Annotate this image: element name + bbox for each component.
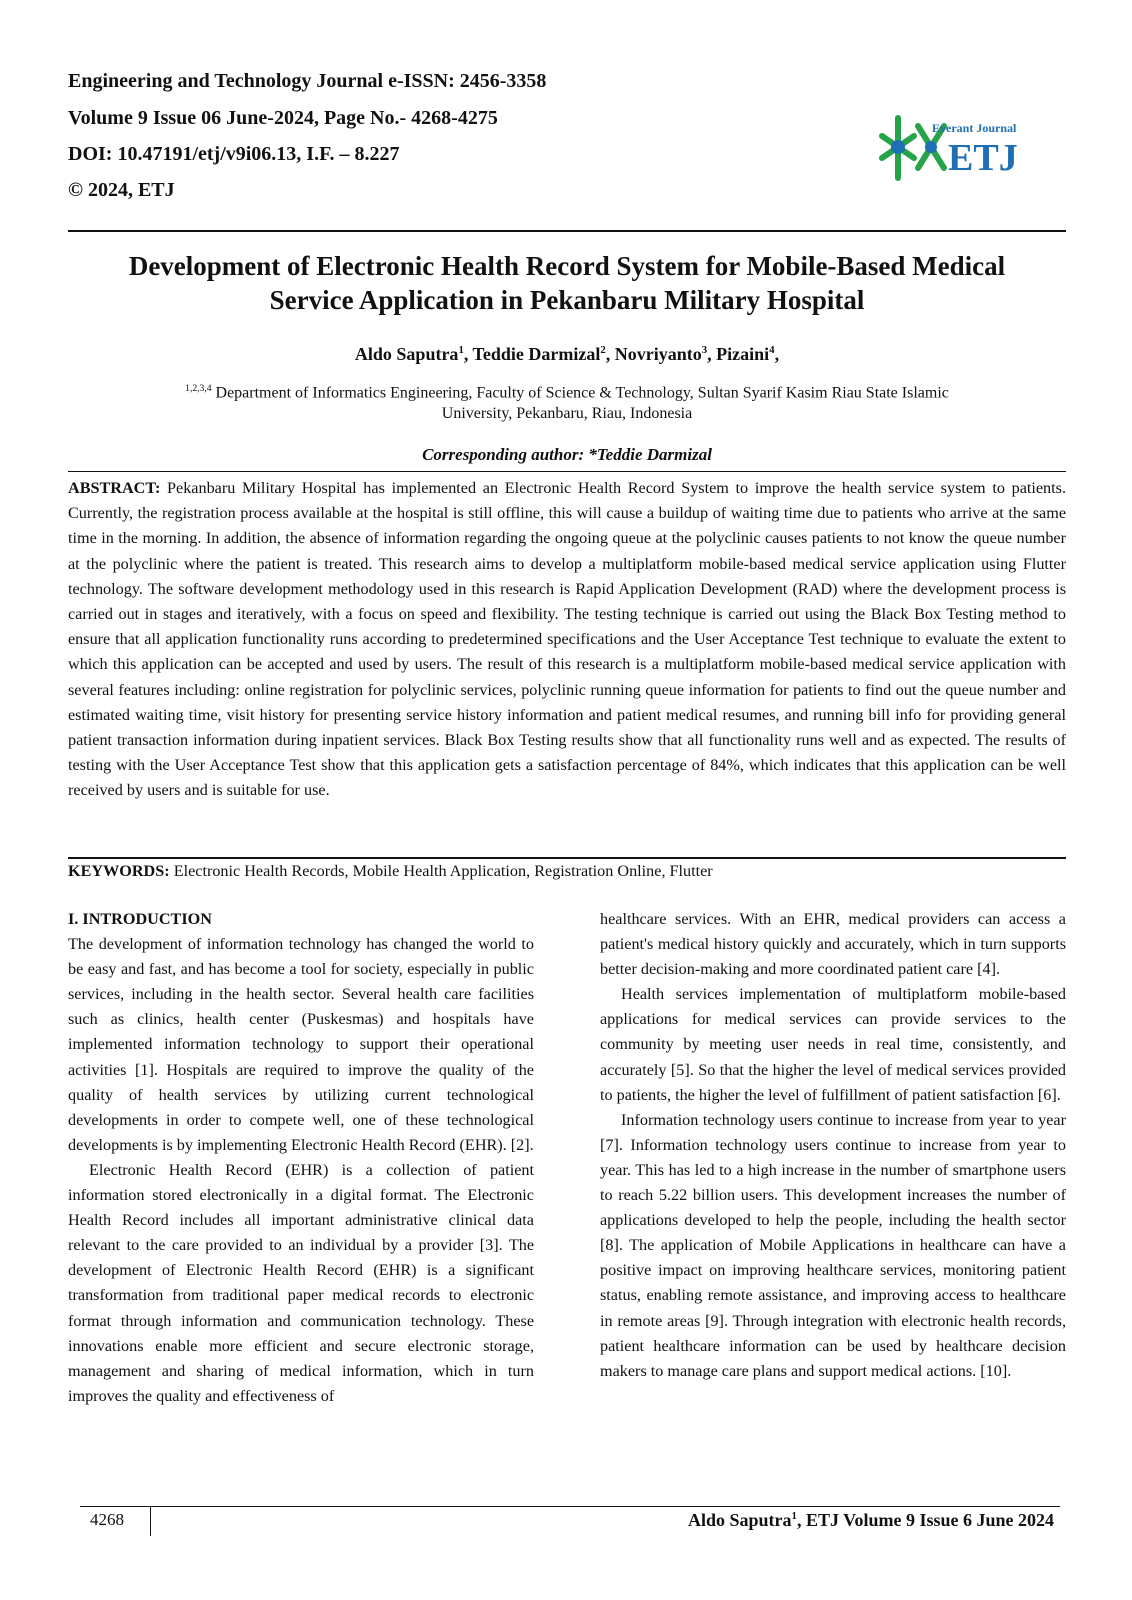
running-sup: 1	[791, 1510, 797, 1522]
keywords-label: KEYWORDS:	[68, 862, 170, 880]
etj-logo	[874, 108, 1054, 188]
footer-separator	[150, 1506, 151, 1536]
keywords	[68, 862, 1066, 881]
section-heading-introduction: I. INTRODUCTION	[68, 910, 212, 928]
running-author: Aldo Saputra	[688, 1510, 792, 1530]
journal-name-issn: Engineering and Technology Journal e-ISSN: 2456-3358	[68, 70, 547, 92]
author-sup: 1	[458, 344, 464, 356]
title-line-2: Service Application in Pekanbaru Military Hospital	[269, 285, 865, 315]
paragraph: Information technology users continue to increase from year to year [7]. Information technology users continue to increase from year to year. This has led to a high increase in the number of smartphone users to reach 5.22 billion users. This development increases the number of applications developed to help the people, including the health sector [8]. The application of Mobile Applications in healthcare can have a positive impact on improving healthcare services, monitoring patient status, enabling remote assistance, and improving access to healthcare in remote areas [9]. Through integration with electronic health records, patient healthcare information can be used by healthcare decision makers to manage care plans and support medical actions. [10].	[600, 1110, 1066, 1380]
left-column	[68, 907, 534, 1409]
abstract-label: ABSTRACT:	[68, 479, 161, 497]
author-sup: 2	[600, 344, 606, 356]
logo-big-text: ETJ	[948, 137, 1018, 179]
running-rest: , ETJ Volume 9 Issue 6 June 2024	[796, 1510, 1054, 1530]
author-name: Teddie Darmizal	[472, 344, 601, 364]
paragraph: The development of information technology has changed the world to be easy and fast, and has become a tool for society, especially in public services, including in the health sector. Several health care facilities such as clinics, health center (Puskesmas) and hospitals have implemented information technology to support their operational activities [1]. Hospitals are required to improve the quality of the quality of health services by utilizing current technological developments in order to compete well, one of these technological developments is by implementing Electronic Health Record (EHR). [2].	[68, 935, 534, 1154]
paragraph: healthcare services. With an EHR, medical providers can access a patient's medical history quickly and accurately, which in turn supports better decision-making and more coordinated patient care [4].	[600, 910, 1066, 979]
running-footer	[688, 1510, 1054, 1531]
abstract-top-divider	[68, 471, 1066, 472]
author-name: Novriyanto	[614, 344, 702, 364]
keywords-text: Electronic Health Records, Mobile Health Application, Registration Online, Flutter	[169, 862, 713, 880]
right-column	[600, 907, 1066, 1384]
title-line-1: Development of Electronic Health Record System for Mobile-Based Medical	[128, 251, 1006, 281]
author-name: Pizaini	[716, 344, 770, 364]
paper-title	[68, 249, 1066, 317]
affiliation	[100, 378, 1034, 424]
header-divider	[68, 230, 1066, 232]
abstract	[68, 476, 1066, 804]
affil-line-1: Department of Informatics Engineering, Faculty of Science & Technology, Sultan Syarif Kasim Riau State Islamic	[211, 384, 949, 402]
footer-divider	[80, 1506, 1060, 1507]
author-sup: 3	[701, 344, 708, 356]
page-number: 4268	[90, 1510, 124, 1529]
author-list: Aldo Saputra$^1$, Teddie Darmizal$^2$, Novriyanto$^3$, Pizaini$^4$,	[354, 344, 780, 364]
abstract-bottom-divider	[68, 857, 1066, 859]
abstract-text: Pekanbaru Military Hospital has implemented an Electronic Health Record System to improve the health service system to patients. Currently, the registration process available at the hospital is still offline, this will cause a buildup of waiting time due to patients who arrive at the same time in the morning. In addition, the absence of information regarding the ongoing queue at the polyclinic causes patients to not know the queue number at the polyclinic where the patient is treated. This research aims to develop a multiplatform mobile-based medical service application using Flutter technology. The software development methodology used in this research is Rapid Application Development (RAD) where the development process is carried out in stages and iteratively, with a focus on speed and flexibility. The testing technique is carried out using the Black Box Testing method to ensure that all application functionality runs according to predetermined specifications and the User Acceptance Test technique to evaluate the extent to which this application can be accepted and used by users. The result of this research is a multiplatform mobile-based medical service application with several features including: online registration for polyclinic services, polyclinic running queue information for patients to find out the queue number and estimated waiting time, visit history for presenting service history information and patient medical resumes, and running bill info for providing general patient transaction information during inpatient services. Black Box Testing results show that all functionality runs well and as expected. The results of testing with the User Acceptance Test show that this application gets a satisfaction percentage of 84%, which indicates that this application can be well received by users and is suitable for use.	[68, 479, 1066, 800]
paragraph: Health services implementation of multiplatform mobile-based applications for medical services can provide services to the community by meeting user needs in real time, consistently, and accurately [5]. So that the higher the level of medical services provided to patients, the higher the level of fulfillment of patient satisfaction [6].	[600, 985, 1066, 1104]
logo-small-text: Everant Journal	[932, 121, 1017, 135]
author-sup: 4	[769, 344, 775, 356]
journal-volume-pages: Volume 9 Issue 06 June-2024, Page No.- 4268-4275	[68, 107, 498, 129]
paragraph: Electronic Health Record (EHR) is a collection of patient information stored electronically in a digital format. The Electronic Health Record includes all important administrative clinical data relevant to the care provided to an individual by a provider [3]. The development of Electronic Health Record (EHR) is a significant transformation from traditional paper medical records to electronic format through information and communication technology. These innovations enable more efficient and secure electronic storage, management and sharing of medical information, which in turn improves the quality and effectiveness of	[68, 1160, 534, 1405]
author-name: Aldo Saputra	[354, 344, 459, 364]
affil-line-2: University, Pekanbaru, Riau, Indonesia	[441, 405, 693, 423]
corresponding-author: Corresponding author: *Teddie Darmizal	[422, 445, 712, 464]
affil-sup: 1,2,3,4	[185, 383, 212, 394]
journal-doi: DOI: 10.47191/etj/v9i06.13, I.F. – 8.227	[68, 143, 400, 165]
journal-copyright: © 2024, ETJ	[68, 179, 175, 201]
